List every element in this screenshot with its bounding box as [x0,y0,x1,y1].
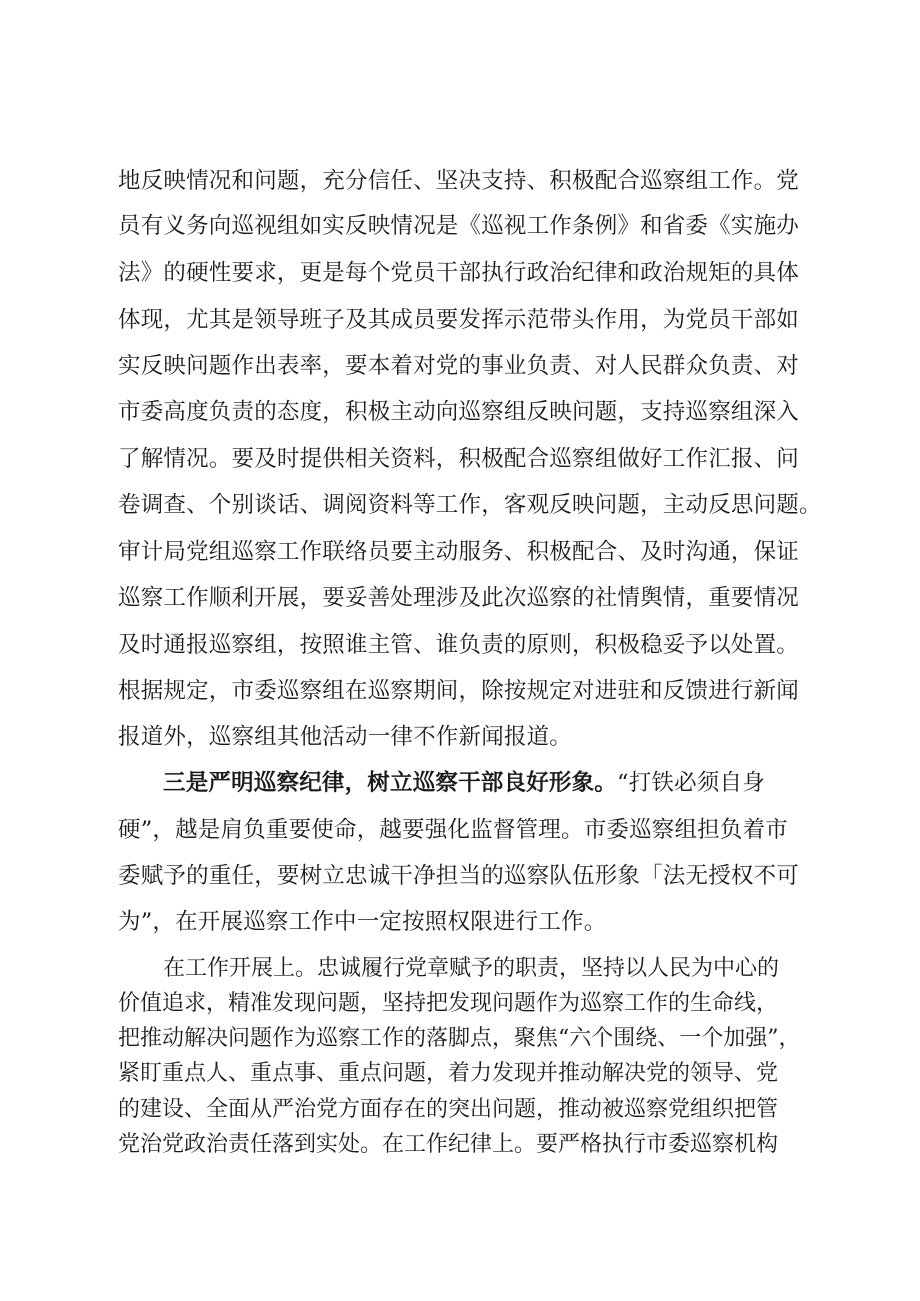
body-line: 实反映问题作出表率，要本着对党的事业负责、对人民群众负责、对 [118,353,800,379]
body-line: 为”，在开展巡察工作中一定按照权限进行工作。 [118,909,607,935]
body-line: 紧盯重点人、重点事、重点问题，着力发现并推动解决党的领导、党 [118,1061,779,1086]
body-line: 及时通报巡察组，按照谁主管、谁负责的原则，积极稳妥予以处置。 [118,632,800,658]
body-line: 在工作开展上。忠诚履行党章赋予的职责，坚持以人民为中心的 [163,956,780,981]
body-line: 把推动解决问题作为巡察工作的落脚点，聚焦“六个围绕、一个加强”， [118,1026,801,1051]
body-line: 了解情况。要及时提供相关资料，积极配合巡察组做好工作汇报、问 [118,446,800,472]
body-line: 员有义务向巡视组如实反映情况是《巡视工作条例》和省委《实施办 [118,213,800,239]
body-line: 卷调查、个别谈话、调阅资料等工作，客观反映问题，主动反思问题。 [118,492,822,518]
body-line: 报道外，巡察组其他活动一律不作新闻报道。 [118,724,573,750]
body-line: 价值追求，精准发现问题，坚持把发现问题作为巡察工作的生命线， [118,991,779,1016]
body-line: 党治党政治责任落到实处。在工作纪律上。要严格执行市委巡察机构 [118,1132,779,1157]
body-line: 根据规定，市委巡察组在巡察期间，除按规定对进驻和反馈进行新闻 [118,678,800,704]
body-line: 审计局党组巡察工作联络员要主动服务、积极配合、及时沟通，保证 [118,539,800,565]
body-line: 地反映情况和问题，充分信任、坚决支持、积极配合巡察组工作。党 [118,168,800,194]
body-line: 市委高度负责的态度，积极主动向巡察组反映问题，支持巡察组深入 [118,399,800,425]
body-line: 巡察工作顺利开展，要妥善处理涉及此次巡察的社情舆情，重要情况 [118,585,800,611]
body-text: “打铁必须自身 [617,770,765,796]
body-line: 硬”，越是肩负重要使命，越要强化监督管理。市委巡察组担负着市 [118,817,789,843]
section-heading: 三是严明巡察纪律，树立巡察干部良好形象。 [163,770,618,796]
section-heading-line [163,772,765,795]
body-line: 法》的硬性要求，更是每个党员干部执行政治纪律和政治规矩的具体 [118,260,800,286]
body-line: 体现，尤其是领导班子及其成员要发挥示范带头作用，为党员干部如 [118,307,800,333]
body-line: 的建设、全面从严治党方面存在的突出问题，推动被巡察党组织把管 [118,1097,779,1122]
body-line: 委赋予的重任，要树立忠诚干净担当的巡察队伍形象「法无授权不可 [118,863,800,889]
